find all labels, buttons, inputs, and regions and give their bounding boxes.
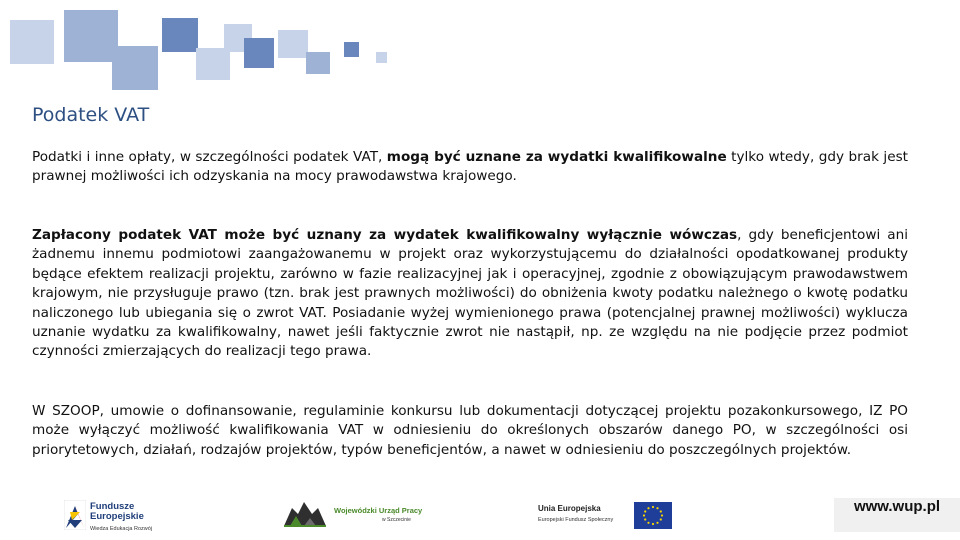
eu-flag-icon (634, 502, 672, 529)
p2-text-bold: Zapłacony podatek VAT może być uznany za wydatek kwalifikowalny wyłącznie wówczas (32, 227, 738, 243)
paragraph-vat-costs (32, 148, 908, 187)
deco-square (278, 30, 308, 58)
p1-text-bold: mogą być uznane za wydatki kwalifikowalne (386, 149, 727, 165)
page-title: Podatek VAT (32, 104, 150, 126)
deco-square (196, 48, 230, 80)
eu-name: Unia Europejska (538, 504, 601, 513)
fe-line1: Fundusze (90, 501, 135, 512)
fe-name (90, 502, 144, 522)
wup-city: w Szczecinie (382, 517, 411, 523)
deco-square (10, 20, 54, 64)
eu-fund: Europejski Fundusz Społeczny (538, 517, 614, 523)
deco-square (344, 42, 359, 57)
deco-square (64, 10, 118, 62)
fundusze-europejskie-logo (64, 496, 176, 536)
website-url[interactable] (834, 498, 960, 532)
wup-mark-icon (282, 500, 328, 528)
wup-logo (282, 498, 442, 534)
wup-name: Wojewódzki Urząd Pracy (334, 506, 423, 515)
deco-square (376, 52, 387, 63)
p1-text-a: Podatki i inne opłaty, w szczególności podatek VAT, (32, 149, 387, 165)
fe-line2: Europejskie (90, 511, 144, 522)
p1-text-c: tylko wtedy, gdy brak jest prawnej możliwości ich odzyskania na mocy prawodawstwa krajowego. (32, 149, 908, 185)
eu-logo (538, 500, 678, 532)
paragraph-szoop: W SZOOP, umowie o dofinansowanie, regulaminie konkursu lub dokumentacji dotyczącej projektu pozakonkursowego, IZ PO może wyłączyć możliwość kwalifikowania VAT w odniesieniu do określonych obszarów danego PO, w szczególności osi priorytetowych, działań, rodzajów projektów, typów beneficjentów, a nawet w odniesieniu do poszczególnych projektów. (32, 403, 908, 458)
fe-subtitle: Wiedza Edukacja Rozwój (90, 526, 153, 532)
website-url-text: www.wup.pl (853, 498, 941, 515)
deco-square (162, 18, 198, 52)
deco-square (112, 46, 158, 90)
deco-square (244, 38, 274, 68)
fe-star-icon (64, 500, 86, 530)
paragraph-vat-eligibility (32, 226, 908, 362)
deco-square (306, 52, 330, 74)
p2-text-b: , gdy beneficjentowi ani żadnemu innemu podmiotowi zaangażowanemu w projekt oraz wykorzystującemu do działalności opodatkowanej produkty będące efektem realizacji projektu, zarówno w fazie realizacyjnej jak i operacyjnej, zgodnie z obowiązującym prawodawstwem krajowym, nie przysługuje prawo (tzn. brak jest prawnych możliwości) do obniżenia kwoty podatku należnego o kwotę podatku naliczonego lub ubiegania się o zwrot VAT. Posiadanie wyżej wymienionego prawa (potencjalnej prawnej możliwości) wyklucza uznanie wydatku za kwalifikowalny, nawet jeśli faktycznie zwrot nie nastąpił, np. ze względu na nie podjęcie przez podmiot czynności zmierzających do realizacji tego prawa. (32, 227, 909, 360)
